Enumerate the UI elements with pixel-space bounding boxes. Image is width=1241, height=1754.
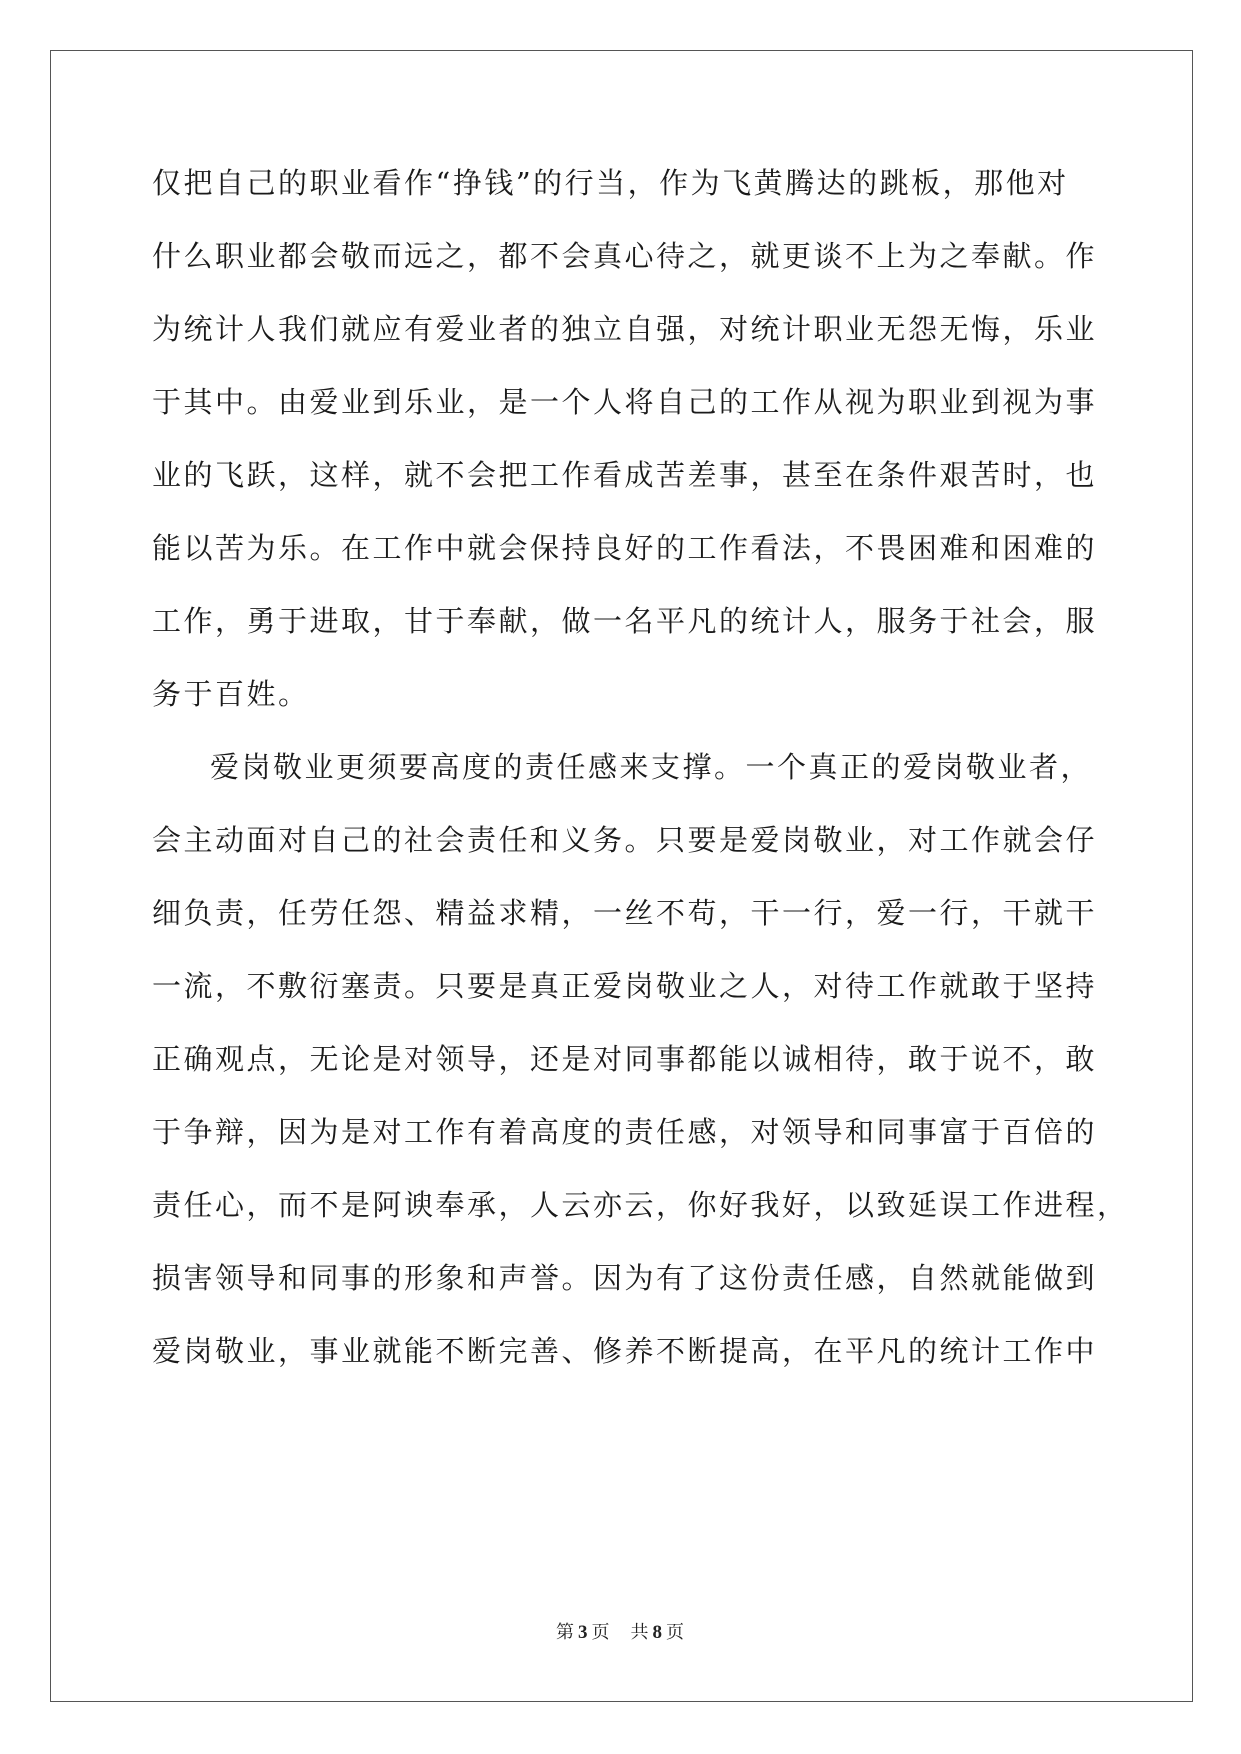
text-line: 会主动面对自己的社会责任和义务。只要是爱岗敬业，对工作就会仔 xyxy=(152,823,1098,857)
page-footer xyxy=(0,1618,1241,1644)
text-line: 损害领导和同事的形象和声誉。因为有了这份责任感，自然就能做到 xyxy=(152,1261,1098,1295)
text-line: 爱岗敬业，事业就能不断完善、修养不断提高，在平凡的统计工作中 xyxy=(152,1334,1098,1368)
page-number: 3 xyxy=(578,1622,589,1643)
page-border xyxy=(50,50,1193,1702)
total-prefix: 共 xyxy=(630,1622,650,1643)
text-line: 工作，勇于进取，甘于奉献，做一名平凡的统计人，服务于社会，服 xyxy=(152,604,1098,638)
page-total: 8 xyxy=(652,1622,663,1643)
page-prefix: 第 xyxy=(556,1622,575,1643)
text-line: 务于百姓。 xyxy=(152,677,310,711)
text-line: 正确观点，无论是对领导，还是对同事都能以诚相待，敢于说不，敢 xyxy=(152,1042,1098,1076)
text-line: 于争辩，因为是对工作有着高度的责任感，对领导和同事富于百倍的 xyxy=(152,1115,1098,1149)
text-line: 仅把自己的职业看作“挣钱”的行当，作为飞黄腾达的跳板，那他对 xyxy=(152,166,1069,200)
text-line: 业的飞跃，这样，就不会把工作看成苦差事，甚至在条件艰苦时，也 xyxy=(152,458,1098,492)
text-line: 为统计人我们就应有爱业者的独立自强，对统计职业无怨无悔，乐业 xyxy=(152,312,1098,346)
text-line: 能以苦为乐。在工作中就会保持良好的工作看法，不畏困难和困难的 xyxy=(152,531,1098,565)
text-line: 什么职业都会敬而远之，都不会真心待之，就更谈不上为之奉献。作 xyxy=(152,239,1098,273)
text-line: 责任心，而不是阿谀奉承，人云亦云，你好我好，以致延误工作进程， xyxy=(152,1188,1129,1222)
text-line: 一流，不敷衍塞责。只要是真正爱岗敬业之人，对待工作就敢于坚持 xyxy=(152,969,1098,1003)
page-suffix: 页 xyxy=(591,1622,611,1643)
total-suffix: 页 xyxy=(666,1622,685,1643)
paragraph-first-line: 爱岗敬业更须要高度的责任感来支撑。一个真正的爱岗敬业者， xyxy=(210,750,1093,784)
text-line: 细负责，任劳任怨、精益求精，一丝不苟，干一行，爱一行，干就干 xyxy=(152,896,1098,930)
text-line: 于其中。由爱业到乐业，是一个人将自己的工作从视为职业到视为事 xyxy=(152,385,1098,419)
